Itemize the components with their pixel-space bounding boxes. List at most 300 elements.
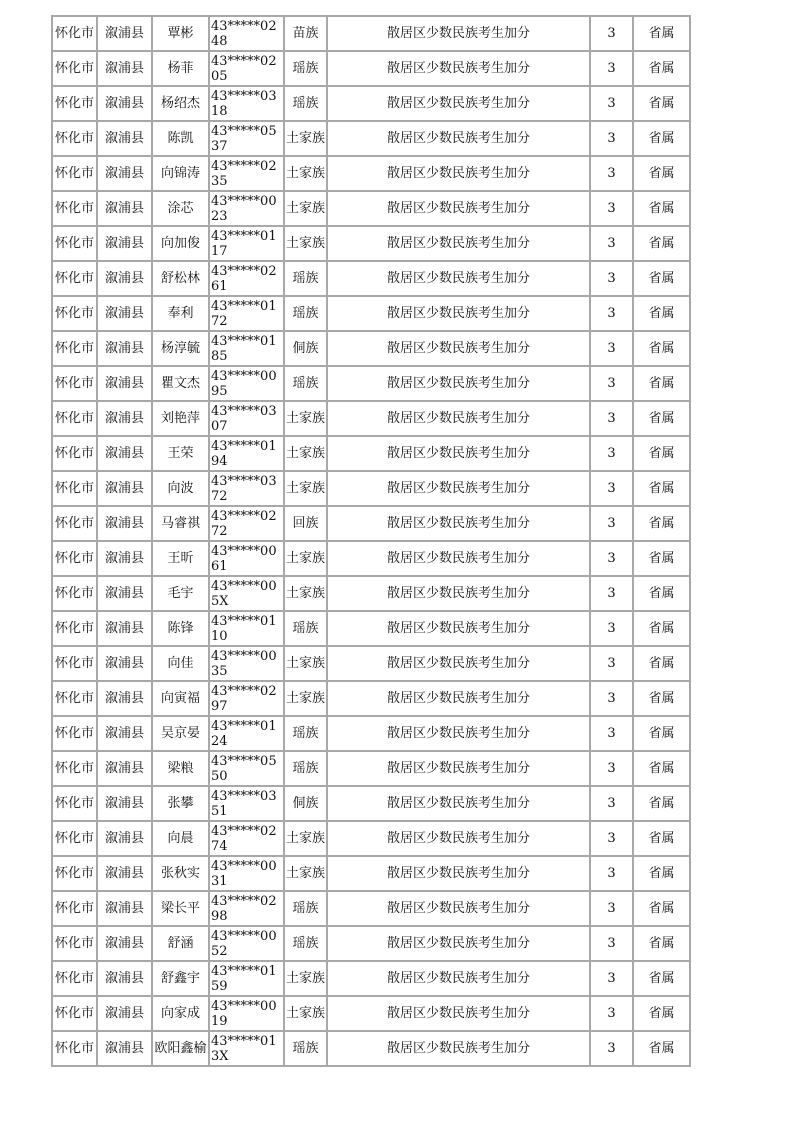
bonus-reason-cell — [328, 262, 591, 297]
name-cell-text: 向加俊 — [160, 236, 200, 251]
name-cell-text: 王昕 — [167, 551, 194, 566]
city-cell-text: 怀化市 — [54, 201, 94, 216]
bonus-reason-cell-text: 散居区少数民族考生加分 — [386, 131, 530, 146]
bonus-score-cell-text: 3 — [607, 936, 616, 951]
bonus-reason-cell-text: 散居区少数民族考生加分 — [386, 831, 530, 846]
ethnic-group-cell — [285, 122, 328, 157]
table-row — [53, 17, 691, 52]
bonus-score-cell — [591, 227, 634, 262]
ethnic-group-cell-text: 瑶族 — [292, 726, 319, 741]
name-cell-text: 梁粮 — [167, 761, 194, 776]
ethnic-group-cell-text: 苗族 — [292, 26, 319, 41]
ethnic-group-cell — [285, 227, 328, 262]
county-cell-text: 溆浦县 — [104, 96, 144, 111]
county-cell — [98, 17, 153, 52]
city-cell-text: 怀化市 — [54, 166, 94, 181]
ethnic-group-cell-text: 土家族 — [285, 586, 325, 601]
bonus-score-cell-text: 3 — [607, 971, 616, 986]
bonus-score-cell — [591, 52, 634, 87]
bonus-reason-cell-text: 散居区少数民族考生加分 — [386, 446, 530, 461]
bonus-reason-cell-text: 散居区少数民族考生加分 — [386, 481, 530, 496]
bonus-score-cell-text: 3 — [607, 621, 616, 636]
name-cell-text: 梁长平 — [160, 901, 200, 916]
table-row — [53, 297, 691, 332]
county-cell — [98, 192, 153, 227]
category-cell-text: 省属 — [648, 691, 675, 706]
bonus-reason-cell — [328, 577, 591, 612]
id-number-cell-text: 43*****0297 — [211, 683, 277, 714]
city-cell — [53, 822, 98, 857]
city-cell-text: 怀化市 — [54, 1006, 94, 1021]
name-cell — [153, 787, 210, 822]
county-cell — [98, 332, 153, 367]
city-cell — [53, 892, 98, 927]
bonus-reason-cell-text: 散居区少数民族考生加分 — [386, 1041, 530, 1056]
bonus-reason-cell — [328, 682, 591, 717]
ethnic-group-cell — [285, 822, 328, 857]
table-row — [53, 52, 691, 87]
category-cell — [634, 682, 691, 717]
id-number-cell — [210, 892, 285, 927]
bonus-score-cell-text: 3 — [607, 691, 616, 706]
county-cell-text: 溆浦县 — [104, 866, 144, 881]
category-cell-text: 省属 — [648, 866, 675, 881]
id-number-cell — [210, 647, 285, 682]
bonus-reason-cell — [328, 227, 591, 262]
bonus-reason-cell — [328, 822, 591, 857]
category-cell — [634, 157, 691, 192]
city-cell — [53, 577, 98, 612]
bonus-reason-cell-text: 散居区少数民族考生加分 — [386, 551, 530, 566]
id-number-cell-text: 43*****0537 — [211, 123, 277, 154]
county-cell-text: 溆浦县 — [104, 201, 144, 216]
ethnic-group-cell — [285, 787, 328, 822]
city-cell — [53, 542, 98, 577]
ethnic-group-cell-text: 土家族 — [285, 411, 325, 426]
city-cell-text: 怀化市 — [54, 726, 94, 741]
bonus-reason-cell — [328, 612, 591, 647]
ethnic-group-cell-text: 瑶族 — [292, 96, 319, 111]
county-cell-text: 溆浦县 — [104, 621, 144, 636]
ethnic-group-cell — [285, 612, 328, 647]
bonus-reason-cell-text: 散居区少数民族考生加分 — [386, 1006, 530, 1021]
county-cell — [98, 997, 153, 1032]
id-number-cell-text: 43*****0095 — [211, 368, 277, 399]
bonus-score-cell — [591, 297, 634, 332]
table-row — [53, 682, 691, 717]
table-row — [53, 192, 691, 227]
category-cell — [634, 857, 691, 892]
ethnic-group-cell — [285, 402, 328, 437]
bonus-score-cell — [591, 892, 634, 927]
bonus-score-cell — [591, 437, 634, 472]
county-cell-text: 溆浦县 — [104, 341, 144, 356]
ethnic-group-cell — [285, 332, 328, 367]
city-cell — [53, 122, 98, 157]
city-cell-text: 怀化市 — [54, 341, 94, 356]
county-cell-text: 溆浦县 — [104, 306, 144, 321]
city-cell — [53, 1032, 98, 1067]
city-cell-text: 怀化市 — [54, 271, 94, 286]
id-number-cell — [210, 332, 285, 367]
bonus-score-cell-text: 3 — [607, 26, 616, 41]
category-cell — [634, 122, 691, 157]
ethnic-group-cell-text: 回族 — [292, 516, 319, 531]
category-cell-text: 省属 — [648, 61, 675, 76]
id-number-cell-text: 43*****0298 — [211, 893, 277, 924]
city-cell-text: 怀化市 — [54, 866, 94, 881]
name-cell-text: 张秋实 — [160, 866, 200, 881]
name-cell-text: 杨绍杰 — [160, 96, 200, 111]
bonus-reason-cell — [328, 17, 591, 52]
bonus-score-cell — [591, 262, 634, 297]
county-cell-text: 溆浦县 — [104, 236, 144, 251]
table-row — [53, 892, 691, 927]
bonus-score-cell — [591, 787, 634, 822]
bonus-score-cell — [591, 122, 634, 157]
bonus-reason-cell — [328, 1032, 591, 1067]
ethnic-group-cell — [285, 682, 328, 717]
table-row — [53, 752, 691, 787]
name-cell-text: 舒涵 — [167, 936, 194, 951]
bonus-score-cell-text: 3 — [607, 656, 616, 671]
name-cell — [153, 927, 210, 962]
bonus-score-cell-text: 3 — [607, 1041, 616, 1056]
county-cell — [98, 612, 153, 647]
city-cell — [53, 612, 98, 647]
bonus-score-cell — [591, 717, 634, 752]
id-number-cell — [210, 577, 285, 612]
bonus-reason-cell-text: 散居区少数民族考生加分 — [386, 726, 530, 741]
bonus-score-cell — [591, 822, 634, 857]
ethnic-group-cell — [285, 577, 328, 612]
category-cell — [634, 52, 691, 87]
table-row — [53, 787, 691, 822]
city-cell-text: 怀化市 — [54, 306, 94, 321]
name-cell-text: 瞿文杰 — [160, 376, 200, 391]
name-cell — [153, 822, 210, 857]
name-cell — [153, 332, 210, 367]
category-cell-text: 省属 — [648, 901, 675, 916]
category-cell — [634, 332, 691, 367]
county-cell — [98, 542, 153, 577]
bonus-reason-cell — [328, 507, 591, 542]
ethnic-group-cell-text: 瑶族 — [292, 61, 319, 76]
id-number-cell-text: 43*****0124 — [211, 718, 277, 749]
category-cell-text: 省属 — [648, 236, 675, 251]
bonus-score-cell — [591, 17, 634, 52]
table-row — [53, 542, 691, 577]
category-cell-text: 省属 — [648, 656, 675, 671]
county-cell — [98, 857, 153, 892]
ethnic-group-cell-text: 侗族 — [292, 796, 319, 811]
ethnic-group-cell-text: 瑶族 — [292, 306, 319, 321]
city-cell-text: 怀化市 — [54, 831, 94, 846]
county-cell-text: 溆浦县 — [104, 411, 144, 426]
bonus-score-cell-text: 3 — [607, 481, 616, 496]
city-cell-text: 怀化市 — [54, 61, 94, 76]
name-cell — [153, 437, 210, 472]
table-row — [53, 822, 691, 857]
bonus-score-cell-text: 3 — [607, 516, 616, 531]
ethnic-group-cell — [285, 1032, 328, 1067]
category-cell-text: 省属 — [648, 201, 675, 216]
city-cell — [53, 682, 98, 717]
county-cell-text: 溆浦县 — [104, 761, 144, 776]
ethnic-group-cell — [285, 752, 328, 787]
id-number-cell — [210, 157, 285, 192]
name-cell — [153, 262, 210, 297]
city-cell — [53, 647, 98, 682]
id-number-cell-text: 43*****0052 — [211, 928, 277, 959]
city-cell-text: 怀化市 — [54, 761, 94, 776]
name-cell — [153, 577, 210, 612]
bonus-reason-cell — [328, 192, 591, 227]
bonus-score-cell-text: 3 — [607, 306, 616, 321]
ethnic-group-cell — [285, 507, 328, 542]
bonus-reason-cell — [328, 402, 591, 437]
category-cell — [634, 472, 691, 507]
bonus-score-cell-text: 3 — [607, 796, 616, 811]
bonus-score-cell — [591, 577, 634, 612]
city-cell — [53, 927, 98, 962]
county-cell-text: 溆浦县 — [104, 1041, 144, 1056]
id-number-cell — [210, 507, 285, 542]
city-cell — [53, 437, 98, 472]
county-cell — [98, 297, 153, 332]
name-cell-text: 杨菲 — [167, 61, 194, 76]
category-cell-text: 省属 — [648, 1006, 675, 1021]
county-cell-text: 溆浦县 — [104, 26, 144, 41]
bonus-reason-cell-text: 散居区少数民族考生加分 — [386, 271, 530, 286]
table-row — [53, 927, 691, 962]
city-cell — [53, 402, 98, 437]
bonus-reason-cell-text: 散居区少数民族考生加分 — [386, 376, 530, 391]
ethnic-group-cell — [285, 17, 328, 52]
name-cell — [153, 472, 210, 507]
id-number-cell-text: 43*****0035 — [211, 648, 277, 679]
county-cell-text: 溆浦县 — [104, 376, 144, 391]
name-cell — [153, 962, 210, 997]
name-cell — [153, 892, 210, 927]
city-cell-text: 怀化市 — [54, 481, 94, 496]
city-cell-text: 怀化市 — [54, 551, 94, 566]
category-cell-text: 省属 — [648, 936, 675, 951]
bonus-reason-cell — [328, 122, 591, 157]
ethnic-group-cell — [285, 52, 328, 87]
bonus-reason-cell-text: 散居区少数民族考生加分 — [386, 621, 530, 636]
county-cell-text: 溆浦县 — [104, 166, 144, 181]
bonus-reason-cell — [328, 752, 591, 787]
bonus-reason-cell — [328, 892, 591, 927]
county-cell-text: 溆浦县 — [104, 831, 144, 846]
county-cell-text: 溆浦县 — [104, 656, 144, 671]
ethnic-group-cell — [285, 717, 328, 752]
table-row — [53, 122, 691, 157]
county-cell-text: 溆浦县 — [104, 796, 144, 811]
name-cell-text: 向波 — [167, 481, 194, 496]
ethnic-group-cell-text: 土家族 — [285, 1006, 325, 1021]
county-cell — [98, 577, 153, 612]
ethnic-group-cell-text: 土家族 — [285, 551, 325, 566]
city-cell-text: 怀化市 — [54, 796, 94, 811]
id-number-cell-text: 43*****0110 — [211, 613, 277, 644]
city-cell — [53, 367, 98, 402]
category-cell-text: 省属 — [648, 761, 675, 776]
category-cell — [634, 437, 691, 472]
county-cell — [98, 472, 153, 507]
name-cell-text: 吴京晏 — [160, 726, 200, 741]
bonus-score-cell — [591, 332, 634, 367]
name-cell — [153, 507, 210, 542]
city-cell-text: 怀化市 — [54, 621, 94, 636]
id-number-cell-text: 43*****0061 — [211, 543, 277, 574]
city-cell — [53, 17, 98, 52]
bonus-reason-cell — [328, 857, 591, 892]
county-cell-text: 溆浦县 — [104, 446, 144, 461]
county-cell — [98, 402, 153, 437]
ethnic-group-cell-text: 土家族 — [285, 866, 325, 881]
name-cell — [153, 717, 210, 752]
name-cell — [153, 122, 210, 157]
bonus-reason-cell — [328, 962, 591, 997]
county-cell — [98, 367, 153, 402]
bonus-score-cell — [591, 962, 634, 997]
city-cell — [53, 857, 98, 892]
county-cell — [98, 682, 153, 717]
id-number-cell — [210, 857, 285, 892]
name-cell — [153, 542, 210, 577]
bonus-score-cell — [591, 367, 634, 402]
city-cell — [53, 52, 98, 87]
bonus-reason-cell-text: 散居区少数民族考生加分 — [386, 341, 530, 356]
bonus-reason-cell — [328, 717, 591, 752]
name-cell-text: 欧阳鑫榆 — [154, 1041, 207, 1056]
ethnic-group-cell — [285, 892, 328, 927]
bonus-score-cell — [591, 752, 634, 787]
ethnic-group-cell — [285, 997, 328, 1032]
id-number-cell-text: 43*****0372 — [211, 473, 277, 504]
bonus-score-cell-text: 3 — [607, 376, 616, 391]
city-cell — [53, 472, 98, 507]
bonus-reason-cell-text: 散居区少数民族考生加分 — [386, 971, 530, 986]
county-cell — [98, 927, 153, 962]
name-cell — [153, 157, 210, 192]
table-row — [53, 997, 691, 1032]
ethnic-group-cell — [285, 962, 328, 997]
bonus-reason-cell-text: 散居区少数民族考生加分 — [386, 761, 530, 776]
bonus-score-cell-text: 3 — [607, 761, 616, 776]
bonus-score-cell — [591, 157, 634, 192]
category-cell — [634, 717, 691, 752]
category-cell — [634, 577, 691, 612]
bonus-reason-cell — [328, 927, 591, 962]
id-number-cell — [210, 542, 285, 577]
category-cell — [634, 17, 691, 52]
category-cell — [634, 367, 691, 402]
category-cell-text: 省属 — [648, 166, 675, 181]
id-number-cell — [210, 367, 285, 402]
id-number-cell-text: 43*****0318 — [211, 88, 277, 119]
county-cell-text: 溆浦县 — [104, 481, 144, 496]
ethnic-group-cell — [285, 192, 328, 227]
category-cell — [634, 227, 691, 262]
id-number-cell — [210, 192, 285, 227]
county-cell — [98, 752, 153, 787]
county-cell-text: 溆浦县 — [104, 901, 144, 916]
name-cell-text: 向锦涛 — [160, 166, 200, 181]
city-cell-text: 怀化市 — [54, 26, 94, 41]
county-cell — [98, 507, 153, 542]
table-row — [53, 472, 691, 507]
category-cell — [634, 962, 691, 997]
id-number-cell-text: 43*****0019 — [211, 998, 277, 1029]
bonus-score-cell-text: 3 — [607, 831, 616, 846]
name-cell-text: 覃彬 — [167, 26, 194, 41]
bonus-score-cell — [591, 507, 634, 542]
ethnic-group-cell-text: 瑶族 — [292, 901, 319, 916]
city-cell — [53, 87, 98, 122]
category-cell — [634, 612, 691, 647]
bonus-reason-cell-text: 散居区少数民族考生加分 — [386, 901, 530, 916]
ethnic-group-cell — [285, 647, 328, 682]
county-cell — [98, 157, 153, 192]
table-row — [53, 857, 691, 892]
id-number-cell-text: 43*****0185 — [211, 333, 277, 364]
name-cell-text: 舒松林 — [160, 271, 200, 286]
name-cell-text: 向寅福 — [160, 691, 200, 706]
bonus-score-cell-text: 3 — [607, 1006, 616, 1021]
bonus-score-cell-text: 3 — [607, 201, 616, 216]
name-cell-text: 陈凯 — [167, 131, 194, 146]
bonus-reason-cell-text: 散居区少数民族考生加分 — [386, 656, 530, 671]
category-cell-text: 省属 — [648, 376, 675, 391]
ethnic-group-cell — [285, 437, 328, 472]
name-cell — [153, 52, 210, 87]
bonus-reason-cell — [328, 437, 591, 472]
bonus-score-cell — [591, 682, 634, 717]
name-cell — [153, 612, 210, 647]
table-row — [53, 227, 691, 262]
county-cell — [98, 437, 153, 472]
bonus-reason-cell-text: 散居区少数民族考生加分 — [386, 411, 530, 426]
table-row — [53, 332, 691, 367]
city-cell-text: 怀化市 — [54, 96, 94, 111]
ethnic-group-cell-text: 瑶族 — [292, 621, 319, 636]
id-number-cell-text: 43*****0194 — [211, 438, 277, 469]
bonus-score-cell — [591, 927, 634, 962]
city-cell-text: 怀化市 — [54, 1041, 94, 1056]
ethnic-group-cell — [285, 927, 328, 962]
ethnic-group-cell-text: 土家族 — [285, 201, 325, 216]
ethnic-group-cell-text: 土家族 — [285, 131, 325, 146]
category-cell-text: 省属 — [648, 796, 675, 811]
table-body — [53, 17, 691, 1067]
bonus-score-cell — [591, 612, 634, 647]
bonus-reason-cell — [328, 297, 591, 332]
ethnic-group-cell — [285, 87, 328, 122]
bonus-reason-cell-text: 散居区少数民族考生加分 — [386, 936, 530, 951]
name-cell-text: 张攀 — [167, 796, 194, 811]
city-cell-text: 怀化市 — [54, 411, 94, 426]
ethnic-group-cell-text: 土家族 — [285, 166, 325, 181]
county-cell — [98, 717, 153, 752]
bonus-score-cell — [591, 997, 634, 1032]
bonus-score-cell-text: 3 — [607, 866, 616, 881]
ethnic-group-cell — [285, 297, 328, 332]
bonus-score-cell-text: 3 — [607, 166, 616, 181]
id-number-cell-text: 43*****0550 — [211, 753, 277, 784]
